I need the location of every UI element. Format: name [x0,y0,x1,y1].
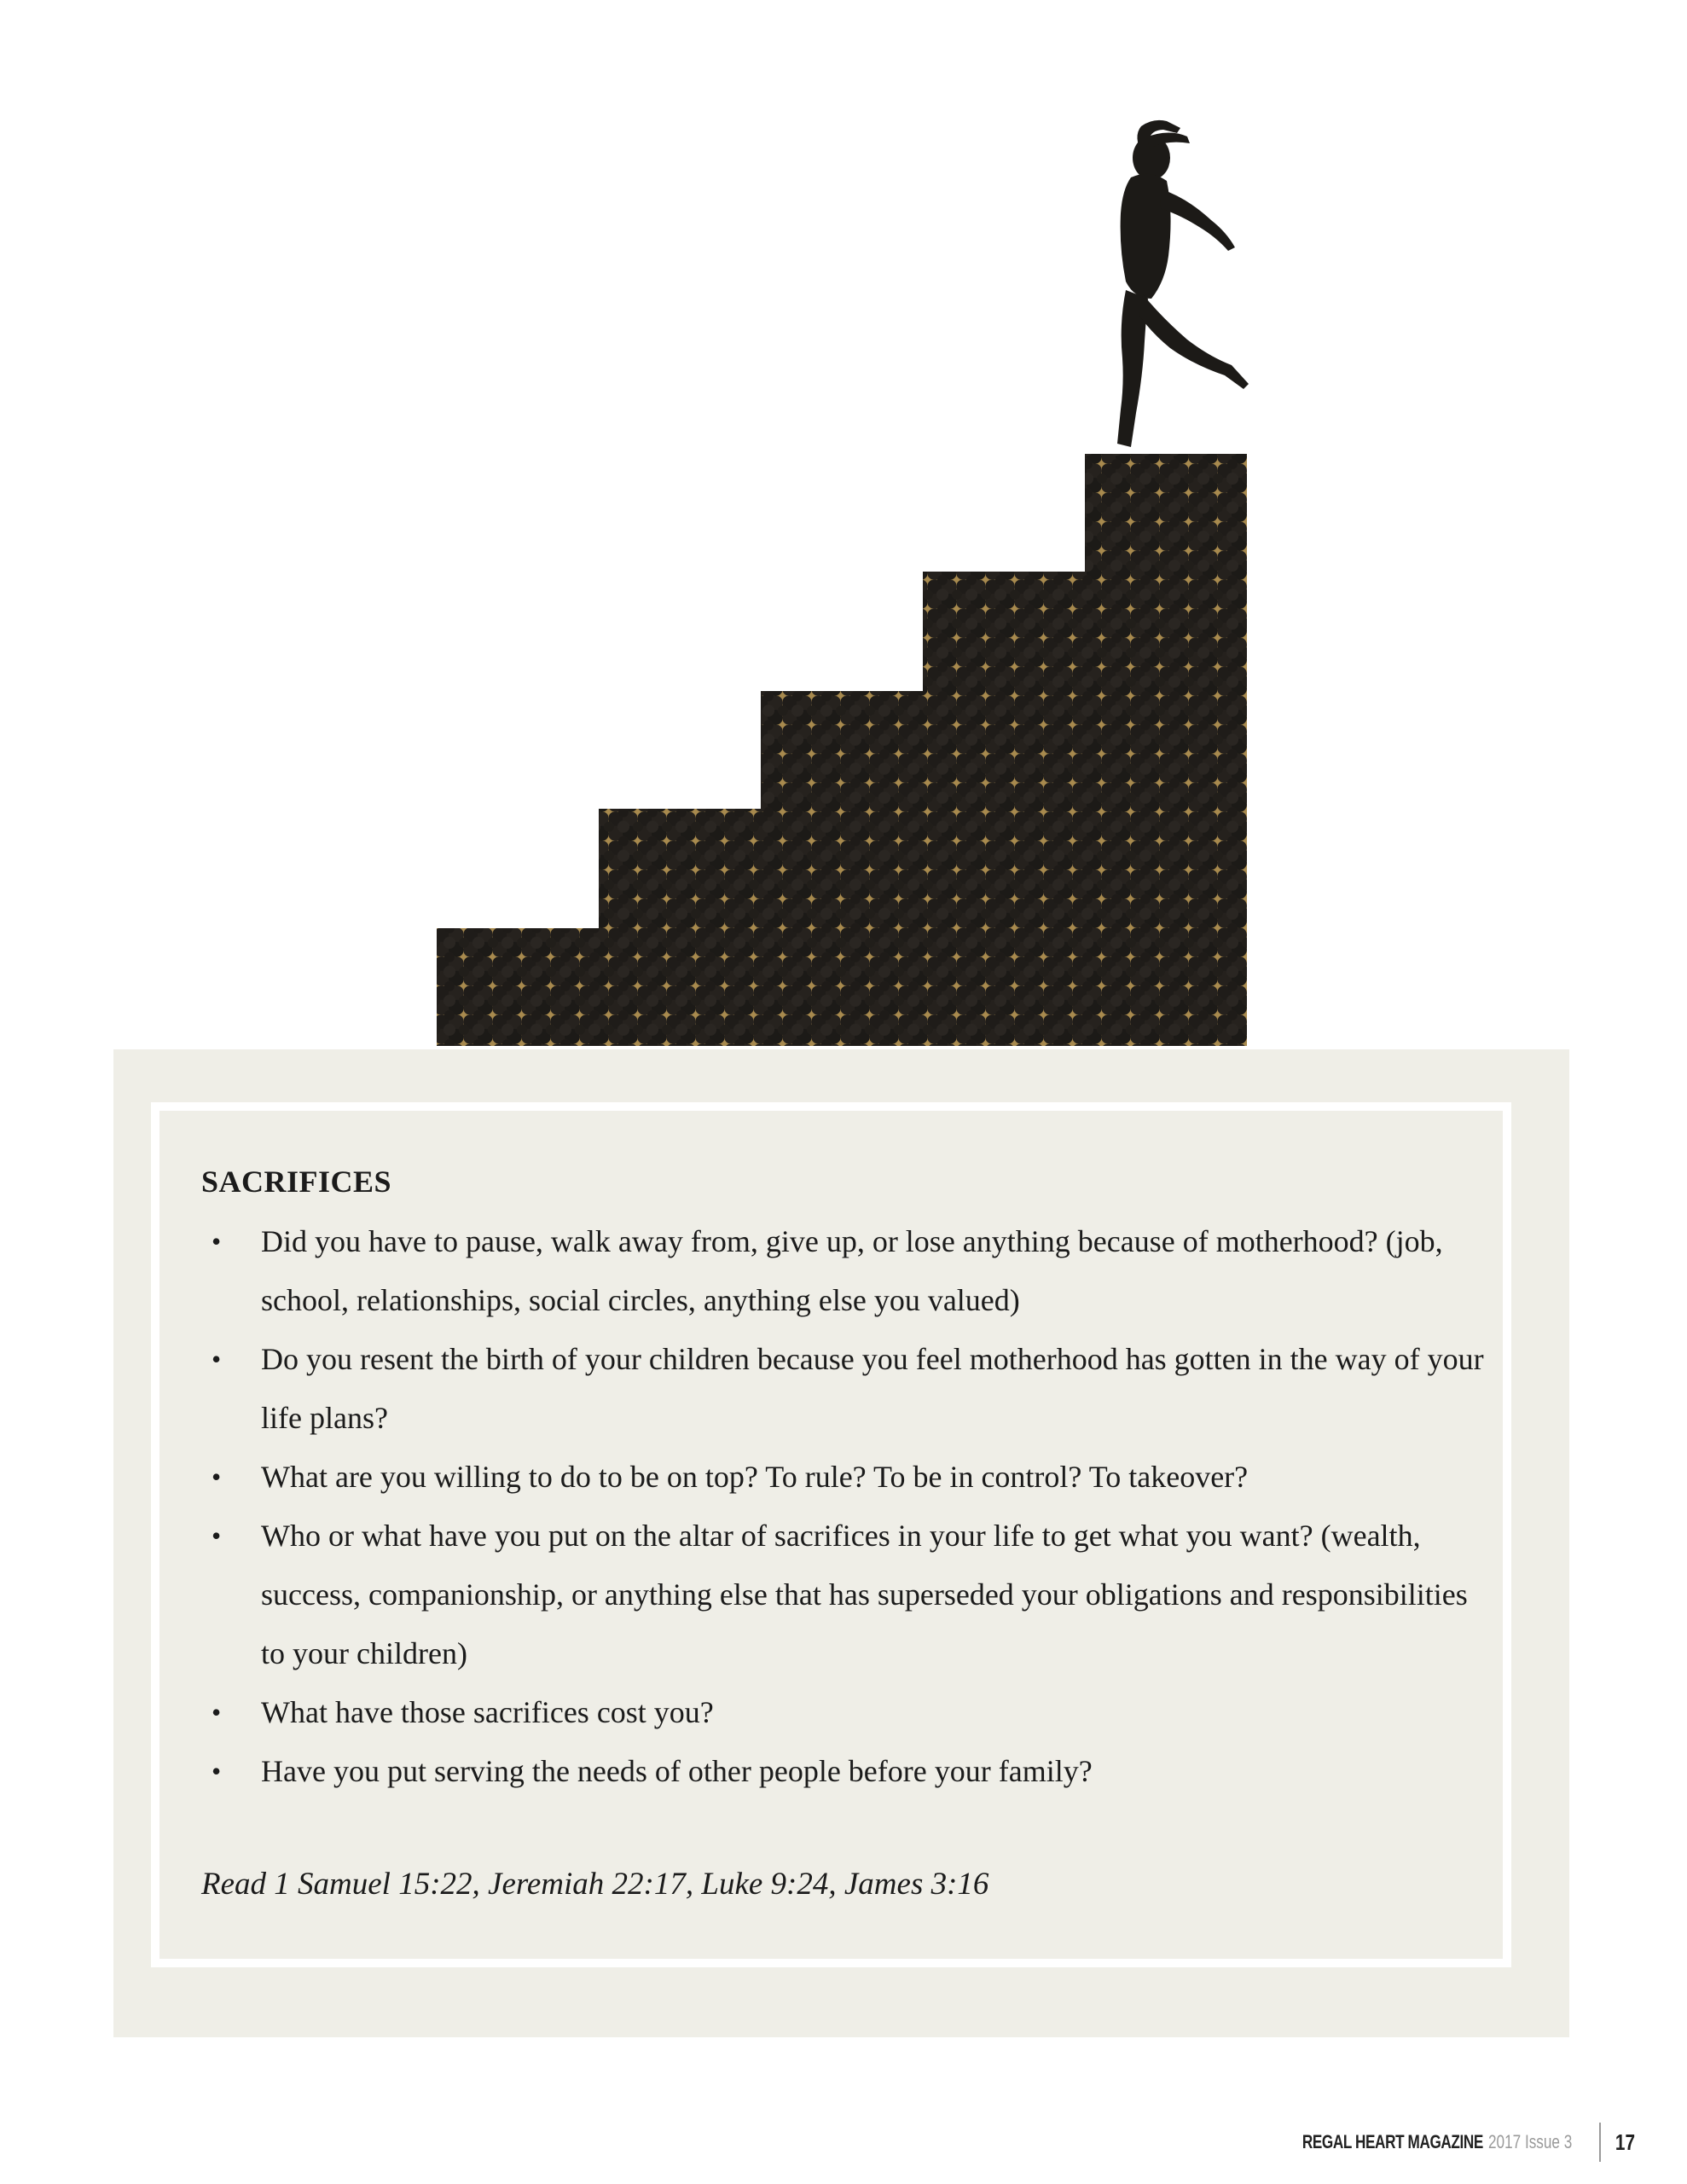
scripture-reference: Read 1 Samuel 15:22, Jeremiah 22:17, Luke 9:24, James 3:16 [201,1867,989,1902]
issue-label: 2017 Issue 3 [1488,2131,1573,2152]
staircase-icon [437,454,1247,1046]
bullet-icon: • [212,1756,222,1786]
page-footer [1251,2123,1638,2162]
bullet-list [201,1212,1498,1801]
list-item-text: What are you willing to do to be on top? To rule? To be in control? To takeover? [261,1460,1249,1494]
illustration [0,0,1687,1058]
footer-divider [1599,2123,1601,2162]
bullet-icon: • [212,1697,222,1728]
list-item [201,1212,1498,1330]
page-number: 17 [1615,2129,1636,2155]
magazine-name: REGAL HEART MAGAZINE [1301,2131,1484,2152]
list-item [201,1742,1498,1801]
list-item-text: Did you have to pause, walk away from, give up, or lose anything because of motherhood? (job, school, relationships, social circles, anything else you valued) [261,1224,1443,1317]
list-item [201,1330,1498,1448]
list-item [201,1507,1498,1683]
list-item-text: Do you resent the birth of your children because you feel motherhood has gotten in the way of your life plans? [261,1342,1484,1435]
list-item-text: What have those sacrifices cost you? [261,1695,714,1729]
dancer-silhouette-icon [1117,120,1249,447]
panel-content [201,1154,1498,1912]
list-item [201,1448,1498,1507]
bullet-icon: • [212,1344,222,1374]
bullet-icon: • [212,1520,222,1551]
list-item [201,1683,1498,1742]
section-title: SACRIFICES [201,1165,392,1199]
list-item-text: Who or what have you put on the altar of sacrifices in your life to get what you want? (wealth, success, companionship, or anything else that has superseded your obligations and responsibilities to your children) [261,1519,1468,1670]
bullet-icon: • [212,1226,222,1257]
bullet-icon: • [212,1461,222,1492]
list-item-text: Have you put serving the needs of other people before your family? [261,1754,1093,1788]
